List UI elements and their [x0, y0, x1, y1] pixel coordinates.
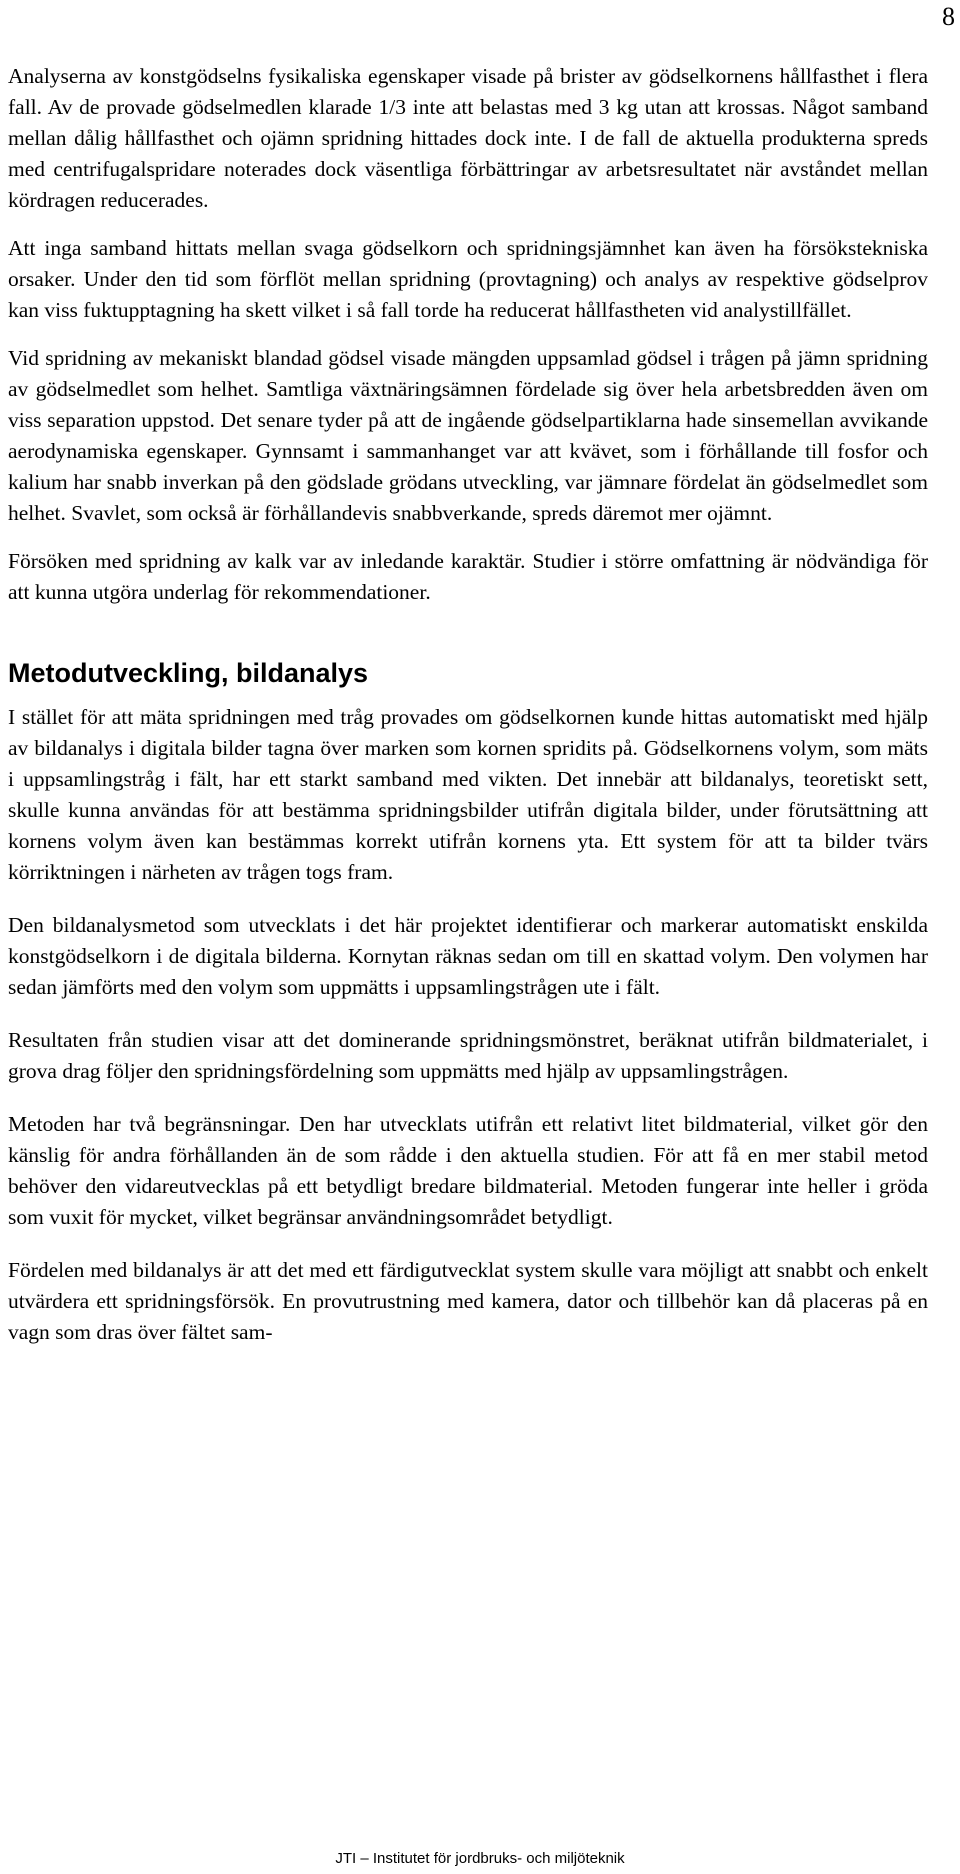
- paragraph-advantages: Fördelen med bildanalys är att det med ett färdigutvecklat system skulle vara möjligt att snabbt och enkelt utvärdera ett spridningsförsök. En provutrustning med kamera, dator och tillbehör kan då placeras på en vagn som dras över fältet sam-: [8, 1258, 928, 1344]
- paragraph-fertilizer-strength: Analyserna av konstgödselns fysikaliska egenskaper visade på brister av gödselkornens hållfasthet i flera fall. Av de provade gödselmedlen klarade 1/3 inte att belastas med 3 kg utan att krossas. Något samband mellan dålig hållfasthet och ojämn spridning hittades dock inte. I de fall de aktuella produkterna spreds med centrifugalspridare noterades dock väsentliga förbättringar av arbetsresultatet när avståndet mellan kördragen reducerades.: [8, 64, 928, 212]
- paragraph-limitations: Metoden har två begränsningar. Den har utvecklats utifrån ett relativt litet bildmaterial, vilket gör den känslig för andra förhållanden än de som rådde i den aktuella studien. För att få en mer stabil metod behöver den vidareutvecklas på ett betydligt bredare bildmaterial. Metoden fungerar inte heller i gröda som vuxit för mycket, vilket begränsar användningsområdet betydligt.: [8, 1112, 928, 1229]
- page-footer: JTI – Institutet för jordbruks- och miljöteknik: [335, 1850, 625, 1867]
- section-heading: Metodutveckling, bildanalys: [8, 658, 369, 688]
- document-body: [8, 61, 928, 1348]
- paragraph-results: Resultaten från studien visar att det dominerande spridningsmönstret, beräknat utifrån bildmaterialet, i grova drag följer den spridningsfördelning som uppmätts med hjälp av uppsamlingstrågen.: [8, 1028, 928, 1083]
- page-number: 8: [942, 2, 955, 31]
- paragraph-image-analysis-method: Den bildanalysmetod som utvecklats i det här projektet identifierar och markerar automatiskt enskilda konstgödselkorn i de digitala bilderna. Kornytan räknas sedan om till en skattad volym. Den volymen har sedan jämförts med den volym som uppmätts i uppsamlingstrågen ute i fält.: [8, 913, 928, 999]
- paragraph-test-technical-causes: Att inga samband hittats mellan svaga gödselkorn och spridningsjämnhet kan även ha försökstekniska orsaker. Under den tid som förflöt mellan spridning (provtagning) och analys av respektive gödselprov kan viss fuktupptagning ha skett vilket i så fall torde ha reducerat hållfastheten vid analystillfället.: [8, 236, 928, 322]
- paragraph-mixed-fertilizer: Vid spridning av mekaniskt blandad gödsel visade mängden uppsamlad gödsel i trågen på jämn spridning av gödselmedlet som helhet. Samtliga växtnäringsämnen fördelade sig över hela arbetsbredden även om viss separation uppstod. Det senare tyder på att de ingående gödselpartiklarna hade sinsemellan avvikande aerodynamiska egenskaper. Gynnsamt i sammanhanget var att kvävet, som i förhållande till fosfor och kalium har snabb inverkan på den gödslade grödans utveckling, var jämnare fördelat än gödselmedlet som helhet. Svavlet, som också är förhållandevis snabbverkande, spreds däremot mer ojämnt.: [8, 346, 928, 525]
- paragraph-image-analysis-intro: I stället för att mäta spridningen med tråg provades om gödselkornen kunde hittas automatiskt med hjälp av bildanalys i digitala bilder tagna över marken som kornen spridits på. Gödselkornens volym, som mäts i uppsamlingstråg i fält, har ett starkt samband med vikten. Det innebär att bildanalys, teoretiskt sett, skulle kunna användas för att bestämma spridningsbilder utifrån digitala bilder, under förutsättning att kornens volym även kan bestämmas korrekt utifrån kornens yta. Ett system för att ta bilder tvärs körriktningen i närheten av trågen togs fram.: [8, 705, 928, 884]
- paragraph-lime-spreading: Försöken med spridning av kalk var av inledande karaktär. Studier i större omfattning är nödvändiga för att kunna utgöra underlag för rekommendationer.: [8, 549, 928, 604]
